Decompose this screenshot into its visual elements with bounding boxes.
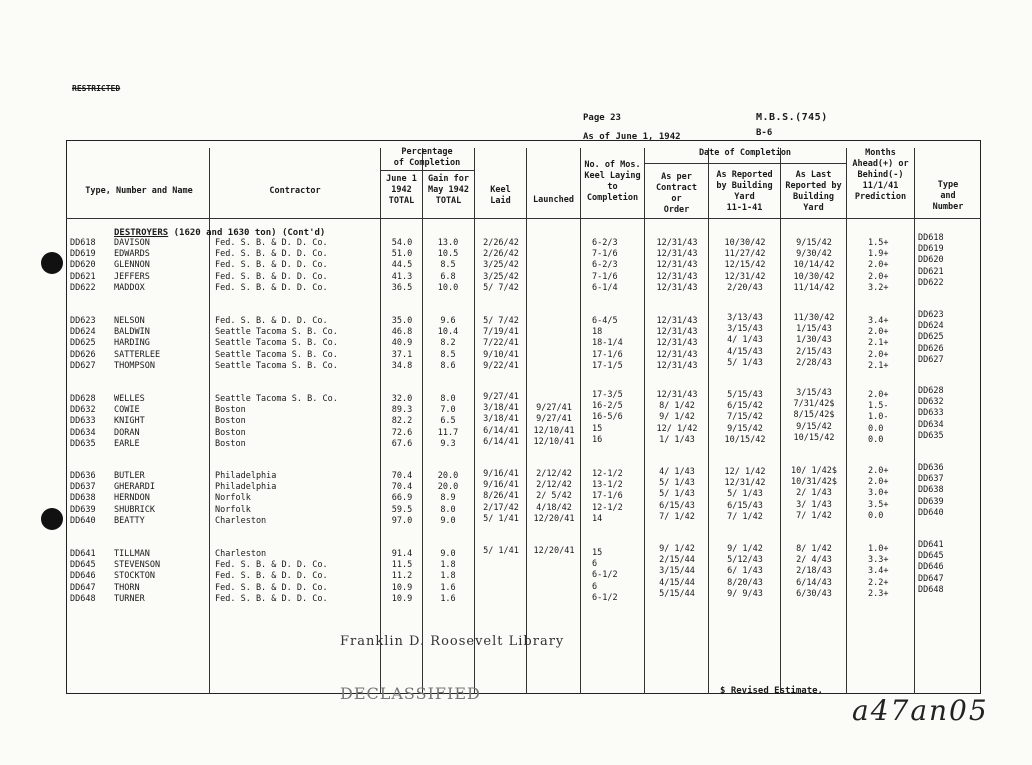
col-rule: [422, 148, 423, 694]
col-header-type-number: Type and Number: [932, 180, 964, 212]
col-header-date-completion: Date of Completion: [698, 148, 792, 158]
date-last-reported: 10/ 1/42$ 10/31/42$ 2/ 1/43 3/ 1/43 7/ 1/42: [790, 466, 838, 521]
gain-may: 8.0 7.0 6.5 11.7 9.3: [437, 394, 459, 449]
handwritten-note: a47an05: [852, 694, 989, 727]
date-by-yard: 10/30/42 11/27/42 12/15/42 12/31/42 2/20/43: [724, 238, 766, 293]
date-per-contract: 12/31/43 12/31/43 12/31/43 12/31/43 12/31/43: [656, 316, 698, 371]
ship-ids: DD636 DD637 DD638 DD639 DD640: [70, 471, 96, 526]
months-ahead-behind: 2.0+ 1.5- 1.0- 0.0 0.0: [868, 390, 889, 445]
binder-hole-icon: [41, 252, 63, 274]
date-last-reported: 9/15/42 9/30/42 10/14/42 10/30/42 11/14/42: [793, 238, 835, 293]
ship-names: BUTLER GHERARDI HERNDON SHUBRICK BEATTY: [114, 471, 155, 526]
keel-laid: 2/26/42 2/26/42 3/25/42 3/25/42 5/ 7/42: [483, 238, 519, 293]
col-rule: [846, 148, 847, 694]
col-rule: [914, 148, 915, 694]
col-header-june: June 1 1942 TOTAL: [386, 174, 417, 206]
months-to-completion: 12-1/2 13-1/2 17-1/6 12-1/2 14: [592, 469, 623, 524]
date-per-contract: 12/31/43 12/31/43 12/31/43 12/31/43 12/31/43: [656, 238, 698, 293]
date-per-contract: 9/ 1/42 2/15/44 3/15/44 4/15/44 5/15/44: [659, 544, 695, 599]
gain-may: 9.0 1.8 1.8 1.6 1.6: [440, 549, 456, 604]
keel-laid: 5/ 1/41: [483, 546, 519, 556]
ship-ids: DD628 DD632 DD633 DD634 DD635: [70, 394, 96, 449]
date-last-reported: 11/30/42 1/15/43 1/30/43 2/15/43 2/28/43: [793, 313, 835, 368]
gain-may: 20.0 20.0 8.9 8.0 9.0: [437, 471, 459, 526]
contractors: Fed. S. B. & D. D. Co. Seattle Tacoma S. B. Co. Seattle Tacoma S. B. Co. Seattle Tacoma S. B. Co. Seattle Tacoma S. B. Co.: [215, 316, 338, 371]
months-ahead-behind: 1.0+ 3.3+ 3.4+ 2.2+ 2.3+: [868, 544, 889, 599]
gain-may: 13.0 10.5 8.5 6.8 10.0: [437, 238, 459, 293]
col-rule: [526, 148, 527, 694]
ship-ids: DD618 DD619 DD620 DD621 DD622: [70, 238, 96, 293]
as-of-date: As of June 1, 1942: [583, 132, 681, 142]
col-header-launched: Launched: [533, 195, 574, 205]
col-rule: [780, 148, 781, 694]
library-stamp: Franklin D. Roosevelt Library: [340, 634, 565, 649]
type-and-number: DD623 DD624 DD625 DD626 DD627: [918, 310, 944, 365]
col-header-percentage: Percentage of Completion: [393, 147, 461, 168]
sheet-number: B-6: [756, 128, 773, 138]
contractors: Charleston Fed. S. B. & D. D. Co. Fed. S. B. & D. D. Co. Fed. S. B. & D. D. Co. Fed. S. B. & D. D. Co.: [215, 549, 328, 604]
section-subtitle: (1620 and 1630 ton) (Cont'd): [168, 228, 326, 238]
date-by-yard: 9/ 1/42 5/12/43 6/ 1/43 8/20/43 9/ 9/43: [727, 544, 763, 599]
pct-completion: 32.0 89.3 82.2 72.6 67.6: [391, 394, 413, 449]
col-header-type-name: Type, Number and Name: [85, 186, 193, 196]
pct-completion: 70.4 70.4 66.9 59.5 97.0: [391, 471, 413, 526]
ship-ids: DD623 DD624 DD625 DD626 DD627: [70, 316, 96, 371]
footnote: $ Revised Estimate.: [720, 686, 823, 696]
col-header-per-contract: As per Contract or Order: [656, 172, 697, 215]
header-bottom-rule: [66, 218, 981, 219]
col-rule: [580, 148, 581, 694]
col-header-gain: Gain for May 1942 TOTAL: [428, 174, 469, 206]
ship-names: TILLMAN STEVENSON STOCKTON THORN TURNER: [114, 549, 161, 604]
launched: 9/27/41 9/27/41 12/10/41 12/10/41: [533, 403, 575, 447]
keel-laid: 9/27/41 3/18/41 3/18/41 6/14/41 6/14/41: [483, 392, 519, 447]
section-title-underlined: DESTROYERS: [114, 228, 169, 238]
pct-completion: 54.0 51.0 44.5 41.3 36.5: [391, 238, 413, 293]
header-rule: [644, 163, 846, 164]
months-to-completion: 17-3/5 16-2/5 16-5/6 15 16: [592, 390, 623, 445]
binder-hole-icon: [41, 508, 63, 530]
launched: 2/12/42 2/12/42 2/ 5/42 4/18/42 12/20/41: [533, 469, 575, 524]
col-header-mos: No. of Mos. Keel Laying to Completion: [584, 160, 641, 203]
contractors: Seattle Tacoma S. B. Co. Boston Boston Boston Boston: [215, 394, 338, 449]
pct-completion: 91.4 11.5 11.2 10.9 10.9: [391, 549, 413, 604]
col-rule: [644, 148, 645, 694]
date-by-yard: 3/13/43 3/15/43 4/ 1/43 4/15/43 5/ 1/43: [727, 313, 763, 368]
col-header-keel: Keel Laid: [490, 185, 511, 206]
ship-names: DAVISON EDWARDS GLENNON JEFFERS MADDOX: [114, 238, 150, 293]
keel-laid: 5/ 7/42 7/19/41 7/22/41 9/10/41 9/22/41: [483, 316, 519, 371]
months-to-completion: 6-4/5 18 18-1/4 17-1/6 17-1/5: [592, 316, 623, 371]
ship-ids: DD641 DD645 DD646 DD647 DD648: [70, 549, 96, 604]
col-header-last-reported: As Last Reported by Building Yard: [785, 170, 842, 213]
date-per-contract: 4/ 1/43 5/ 1/43 5/ 1/43 6/15/43 7/ 1/42: [659, 467, 695, 522]
header-rule: [380, 170, 474, 171]
date-per-contract: 12/31/43 8/ 1/42 9/ 1/42 12/ 1/42 1/ 1/43: [656, 390, 698, 445]
contractors: Philadelphia Philadelphia Norfolk Norfolk Charleston: [215, 471, 277, 526]
col-rule: [474, 148, 475, 694]
date-by-yard: 12/ 1/42 12/31/42 5/ 1/43 6/15/43 7/ 1/42: [724, 467, 766, 522]
declassified-stamp: DECLASSIFIED: [340, 684, 481, 703]
date-last-reported: 8/ 1/42 2/ 4/43 2/18/43 6/14/43 6/30/43: [796, 544, 832, 599]
mbs-reference: M.B.S.(745): [756, 112, 828, 123]
months-ahead-behind: 3.4+ 2.0+ 2.1+ 2.0+ 2.1+: [868, 316, 889, 371]
type-and-number: DD628 DD632 DD633 DD634 DD635: [918, 386, 944, 441]
col-header-months: Months Ahead(+) or Behind(-) 11/1/41 Prediction: [852, 148, 909, 202]
ship-names: NELSON BALDWIN HARDING SATTERLEE THOMPSON: [114, 316, 161, 371]
months-ahead-behind: 1.5+ 1.9+ 2.0+ 2.0+ 3.2+: [868, 238, 889, 293]
restricted-label: RESTRICTED: [72, 84, 121, 93]
months-ahead-behind: 2.0+ 2.0+ 3.0+ 3.5+ 0.0: [868, 466, 889, 521]
date-last-reported: 3/15/43 7/31/42$ 8/15/42$ 9/15/42 10/15/42: [793, 388, 835, 443]
col-header-contractor: Contractor: [269, 186, 321, 196]
col-rule: [380, 148, 381, 694]
ship-names: WELLES COWIE KNIGHT DORAN EARLE: [114, 394, 145, 449]
type-and-number: DD636 DD637 DD638 DD639 DD640: [918, 463, 944, 518]
section-title: [114, 228, 325, 238]
keel-laid: 9/16/41 9/16/41 8/26/41 2/17/42 5/ 1/41: [483, 469, 519, 524]
type-and-number: DD641 DD645 DD646 DD647 DD648: [918, 540, 944, 595]
gain-may: 9.6 10.4 8.2 8.5 8.6: [437, 316, 459, 371]
type-and-number: DD618 DD619 DD620 DD621 DD622: [918, 233, 944, 288]
pct-completion: 35.0 46.8 40.9 37.1 34.8: [391, 316, 413, 371]
contractors: Fed. S. B. & D. D. Co. Fed. S. B. & D. D. Co. Fed. S. B. & D. D. Co. Fed. S. B. & D. D. Co. Fed. S. B. & D. D. Co.: [215, 238, 328, 293]
page-number: Page 23: [583, 113, 621, 123]
launched: 12/20/41: [533, 546, 575, 556]
date-by-yard: 5/15/43 6/15/42 7/15/42 9/15/42 10/15/42: [724, 390, 766, 445]
months-to-completion: 15 6 6-1/2 6 6-1/2: [592, 548, 618, 603]
col-rule: [708, 148, 709, 694]
months-to-completion: 6-2/3 7-1/6 6-2/3 7-1/6 6-1/4: [592, 238, 618, 293]
col-header-by-yard: As Reported by Building Yard 11-1-41: [716, 170, 773, 213]
